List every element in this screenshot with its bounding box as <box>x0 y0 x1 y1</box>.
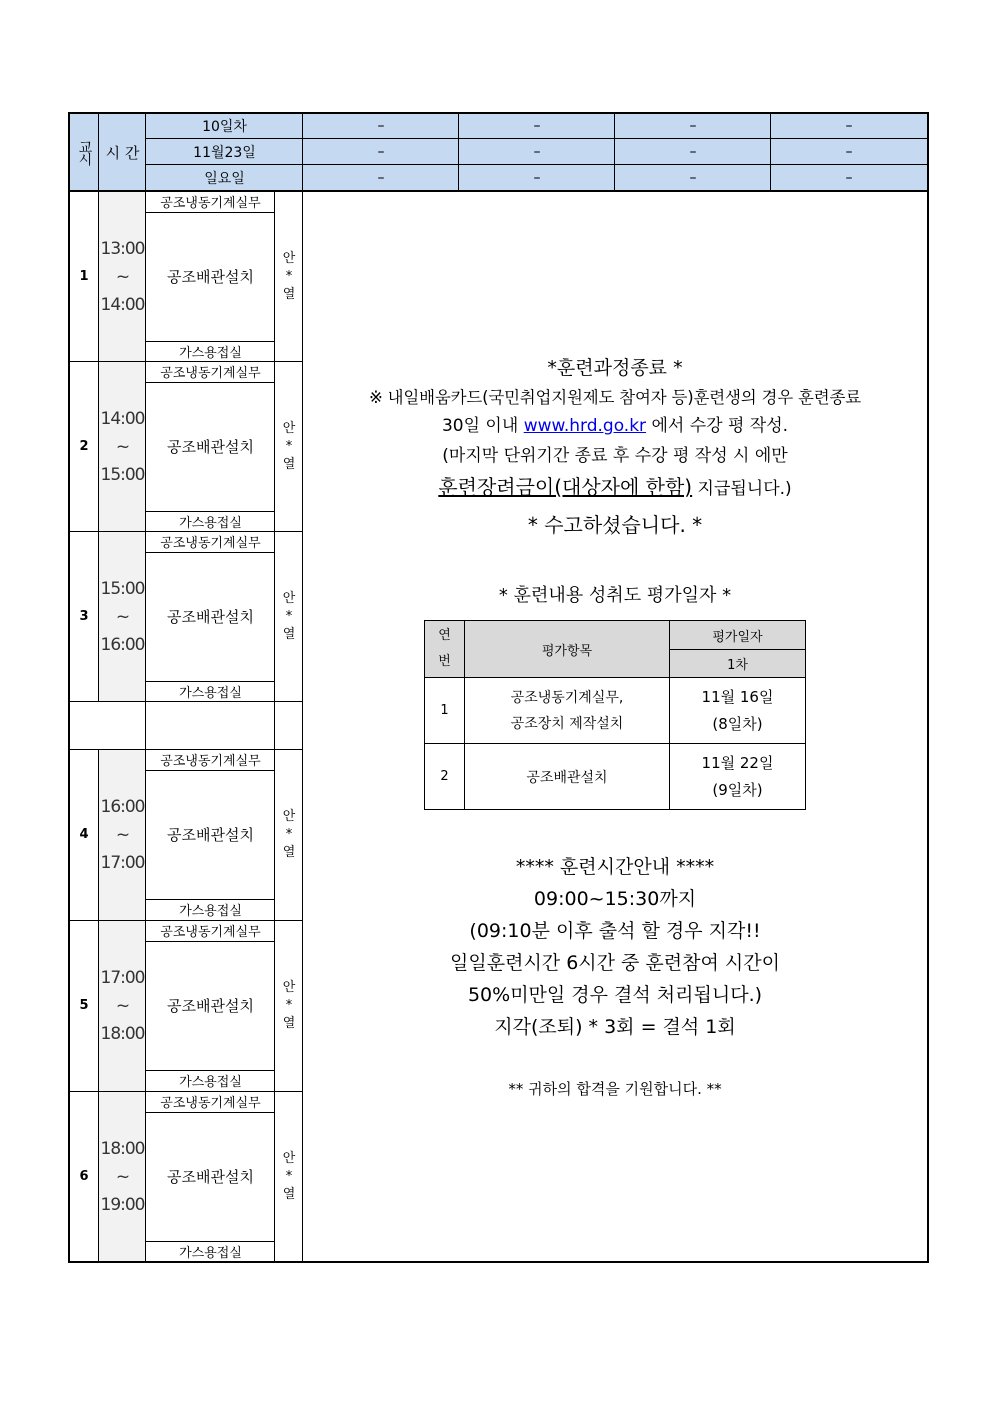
eval-row <box>425 744 806 810</box>
header-dash-cell: – <box>459 165 615 191</box>
period-time-sep: ~ <box>115 1166 130 1187</box>
period-time <box>99 1091 146 1262</box>
period-time <box>99 920 146 1091</box>
period-time-start: 13:00 <box>100 238 145 259</box>
grid-line <box>145 113 146 191</box>
grid-line <box>68 920 303 921</box>
subject-top: 공조냉동기계실무 <box>160 1096 261 1111</box>
instructor-char: * <box>285 608 293 624</box>
thanks-text: * 수고하셨습니다. * <box>527 513 703 537</box>
grid-line <box>146 212 275 213</box>
grid-line <box>146 1241 275 1242</box>
instructor-char: 안 <box>282 808 296 824</box>
course-end-notice <box>303 353 927 544</box>
weekday-label: 일요일 <box>204 171 245 187</box>
instructor-name <box>275 749 303 920</box>
eval-row <box>425 678 806 744</box>
period-time-start: 18:00 <box>100 1138 145 1159</box>
grid-line <box>68 361 303 362</box>
day-number-header <box>146 113 303 139</box>
subject-bottom: 가스용접실 <box>179 516 242 531</box>
eval-row-item: 공조배관설치 <box>465 744 670 810</box>
hours-line2: 일일훈련시간 6시간 중 훈련참여 시간이 <box>450 952 780 974</box>
instructor-char: 열 <box>282 844 296 860</box>
instructor-char: * <box>285 826 293 842</box>
subject-top: 공조냉동기계실무 <box>160 196 261 211</box>
notice-line2-prefix: 30일 이내 <box>441 416 524 436</box>
instructor-char: 안 <box>282 1150 296 1166</box>
header-dash-cell: – <box>771 165 927 191</box>
period-time-sep: ~ <box>115 995 130 1016</box>
period-time-end: 14:00 <box>100 294 145 315</box>
grid-line <box>146 899 275 900</box>
hrd-link[interactable]: www.hrd.go.kr <box>523 416 647 436</box>
eval-no-header <box>425 621 465 678</box>
subject-top: 공조냉동기계실무 <box>160 366 261 381</box>
grid-line <box>98 113 99 191</box>
header-dash-cell: – <box>459 113 615 139</box>
eval-row-date-line2: (9일차) <box>712 780 763 799</box>
period-time-start: 15:00 <box>100 578 145 599</box>
notice-line2 <box>303 412 927 441</box>
eval-row-item-line1: 공조냉동기계실무, <box>510 689 624 706</box>
eval-title: * 훈련내용 성취도 평가일자 * <box>498 585 732 606</box>
subject-top: 공조냉동기계실무 <box>160 925 261 940</box>
grid-line <box>146 1112 275 1113</box>
subject-main: 공조배관설치 <box>167 826 254 844</box>
closing-message: ** 귀하의 합격을 기원합니다. ** <box>508 1080 722 1098</box>
grid-line <box>68 1091 303 1092</box>
subject-main: 공조배관설치 <box>167 608 254 626</box>
period-number: 5 <box>79 998 89 1013</box>
header-dash-cell: – <box>615 113 771 139</box>
grid-line <box>68 190 929 192</box>
notice-line4 <box>303 471 927 506</box>
eval-row-date-line1: 11월 22일 <box>701 753 774 772</box>
period-header <box>69 113 99 191</box>
eval-row-no: 1 <box>425 678 465 744</box>
grid-line <box>68 749 303 750</box>
eval-no-header-line1: 연 <box>438 628 451 643</box>
notice-title: *훈련과정종료 * <box>547 357 683 379</box>
notice-line1: ※ 내일배움카드(국민취업지원제도 참여자 등)훈련생의 경우 훈련종료 <box>368 388 862 407</box>
hours-title: **** 훈련시간안내 **** <box>515 856 715 878</box>
grid-line <box>145 138 928 139</box>
notice-line4-underlined: 훈련장려금이(대상자에 한함) <box>438 475 693 499</box>
instructor-char: 안 <box>282 979 296 995</box>
period-time-end: 16:00 <box>100 634 145 655</box>
instructor-char: 열 <box>282 456 296 472</box>
instructor-name <box>275 361 303 532</box>
period-time <box>99 191 146 362</box>
eval-round-header: 1차 <box>670 650 806 678</box>
instructor-char: 열 <box>282 286 296 302</box>
grid-line <box>146 511 275 512</box>
instructor-name <box>275 1091 303 1262</box>
grid-line <box>145 164 928 165</box>
period-number: 4 <box>79 827 89 842</box>
grid-line <box>146 552 275 553</box>
grid-line <box>68 1261 929 1263</box>
period-time-end: 15:00 <box>100 464 145 485</box>
header-dash-cell: – <box>771 113 927 139</box>
period-time-sep: ~ <box>115 436 130 457</box>
instructor-name <box>275 191 303 362</box>
grid-line <box>68 112 929 114</box>
grid-line <box>146 1070 275 1071</box>
header-dash-cell: – <box>303 139 459 165</box>
grid-line <box>146 770 275 771</box>
instructor-char: 열 <box>282 1186 296 1202</box>
date-label: 11월23일 <box>193 145 256 161</box>
period-time-end: 17:00 <box>100 852 145 873</box>
instructor-char: 열 <box>282 1015 296 1031</box>
eval-no-header-line2: 번 <box>438 654 451 669</box>
period-time-start: 16:00 <box>100 796 145 817</box>
period-time-end: 19:00 <box>100 1194 145 1215</box>
grid-line <box>274 191 275 1262</box>
grid-line <box>146 941 275 942</box>
instructor-char: 안 <box>282 250 296 266</box>
period-time-sep: ~ <box>115 266 130 287</box>
time-header-label: 시 간 <box>105 143 140 162</box>
period-time-start: 17:00 <box>100 967 145 988</box>
subject-bottom: 가스용접실 <box>179 346 242 361</box>
hours-line4: 지각(조퇴) * 3회 = 결석 1회 <box>494 1016 736 1038</box>
grid-line <box>145 191 146 1262</box>
hours-line1: (09:10분 이후 출석 할 경우 지각!! <box>469 920 761 942</box>
period-time-sep: ~ <box>115 824 130 845</box>
header-dash-cell: – <box>615 165 771 191</box>
period-time <box>99 749 146 920</box>
subject-main: 공조배관설치 <box>167 268 254 286</box>
eval-row-item <box>465 678 670 744</box>
period-time-start: 14:00 <box>100 408 145 429</box>
period-time <box>99 361 146 532</box>
header-dash-cell: – <box>459 139 615 165</box>
grid-line <box>98 749 99 1262</box>
eval-row-date-line2: (8일차) <box>712 714 763 733</box>
notice-line4-suffix: 지급됩니다.) <box>692 479 792 499</box>
grid-line <box>146 341 275 342</box>
subject-bottom: 가스용접실 <box>179 904 242 919</box>
grid-line <box>927 112 929 1263</box>
hours-range: 09:00~15:30까지 <box>533 888 697 910</box>
instructor-name <box>275 531 303 702</box>
period-number: 6 <box>79 1169 89 1184</box>
subject-bottom: 가스용접실 <box>179 1246 242 1261</box>
eval-date-header: 평가일자 <box>670 621 806 650</box>
eval-row-no: 2 <box>425 744 465 810</box>
subject-bottom: 가스용접실 <box>179 686 242 701</box>
instructor-char: * <box>285 1168 293 1184</box>
subject-bottom: 가스용접실 <box>179 1075 242 1090</box>
instructor-char: * <box>285 997 293 1013</box>
subject-top: 공조냉동기계실무 <box>160 754 261 769</box>
eval-item-header: 평가항목 <box>465 621 670 678</box>
instructor-name <box>275 920 303 1091</box>
eval-row-date <box>670 678 806 744</box>
day-number-label: 10일차 <box>202 119 247 135</box>
grid-line <box>146 382 275 383</box>
instructor-char: 안 <box>282 590 296 606</box>
eval-row-date <box>670 744 806 810</box>
header-dash-cell: – <box>303 165 459 191</box>
notice-line2-suffix: 에서 수강 평 작성. <box>646 416 789 436</box>
period-number: 2 <box>79 439 89 454</box>
grid-line <box>770 113 771 191</box>
period-time-end: 18:00 <box>100 1023 145 1044</box>
header-dash-cell: – <box>303 113 459 139</box>
grid-line <box>458 113 459 191</box>
period-header-label: 교시 <box>76 140 93 164</box>
hours-line3: 50%미만일 경우 결석 처리됩니다.) <box>467 984 763 1006</box>
instructor-char: 안 <box>282 420 296 436</box>
period-time-sep: ~ <box>115 606 130 627</box>
eval-schedule-table <box>424 620 806 810</box>
instructor-char: * <box>285 268 293 284</box>
header-dash-cell: – <box>615 139 771 165</box>
weekday-header <box>146 165 303 191</box>
subject-main: 공조배관설치 <box>167 1168 254 1186</box>
header-dash-cell: – <box>771 139 927 165</box>
notice-line3: (마지막 단위기간 종료 후 수강 평 작성 시 에만 <box>442 446 788 466</box>
instructor-char: * <box>285 438 293 454</box>
subject-main: 공조배관설치 <box>167 997 254 1015</box>
eval-row-item-line2: 공조장치 제작설치 <box>510 715 624 732</box>
training-hours-notice <box>303 851 927 1043</box>
time-header <box>99 113 146 191</box>
grid-line <box>146 681 275 682</box>
grid-line <box>68 531 303 532</box>
grid-line <box>302 113 303 191</box>
period-number: 1 <box>79 269 89 284</box>
period-number: 3 <box>79 609 89 624</box>
grid-line <box>68 701 303 702</box>
grid-line <box>98 191 99 701</box>
subject-main: 공조배관설치 <box>167 438 254 456</box>
date-header <box>146 139 303 165</box>
grid-line <box>614 113 615 191</box>
instructor-char: 열 <box>282 626 296 642</box>
eval-row-date-line1: 11월 16일 <box>701 687 774 706</box>
subject-top: 공조냉동기계실무 <box>160 536 261 551</box>
period-time <box>99 531 146 702</box>
